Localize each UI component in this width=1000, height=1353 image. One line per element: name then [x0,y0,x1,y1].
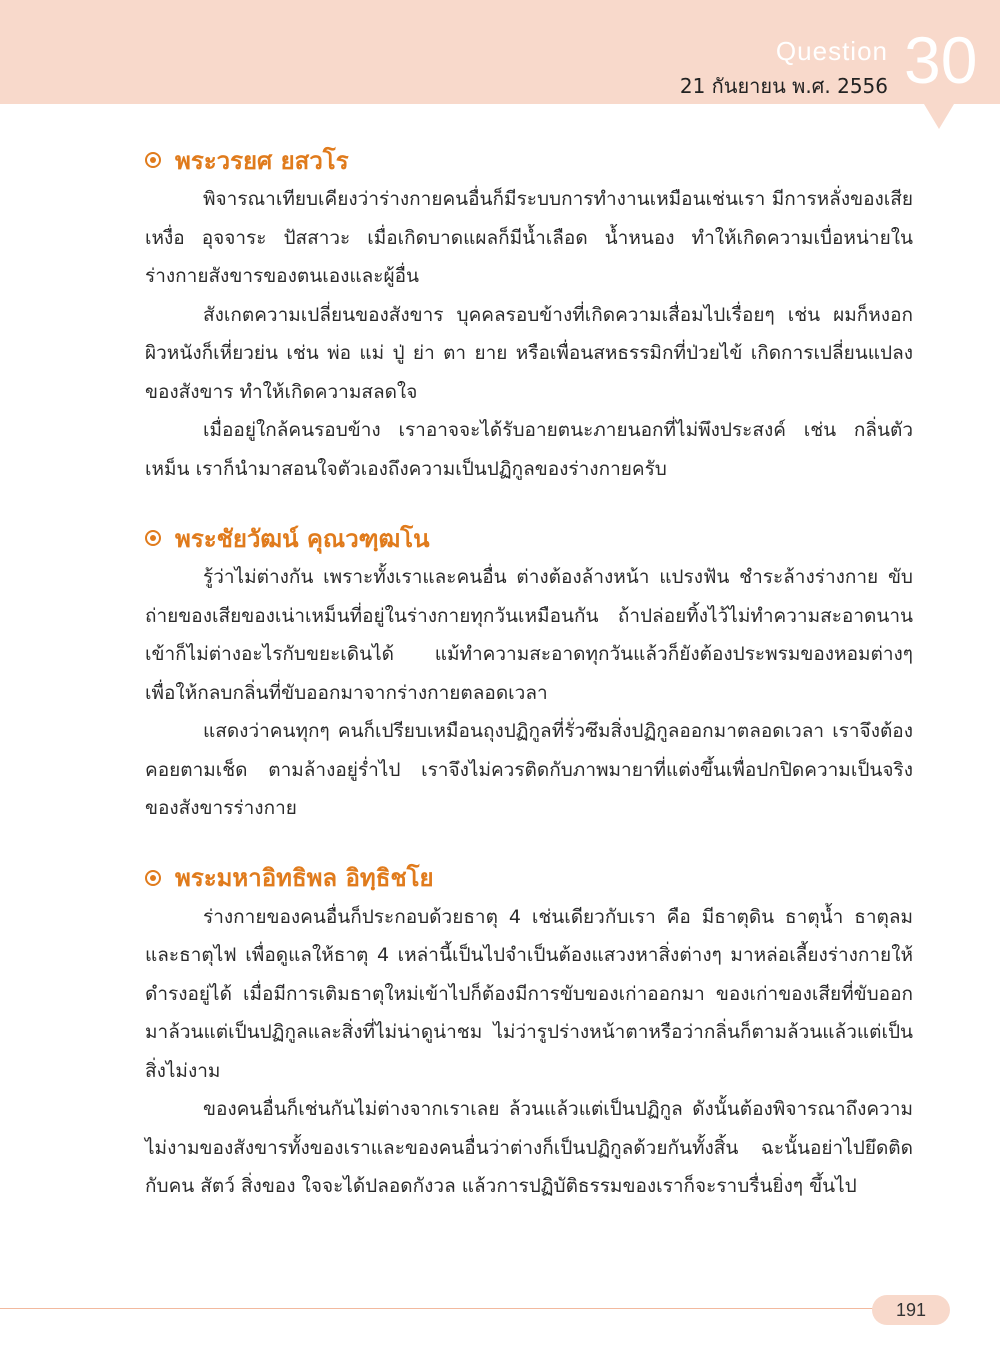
header-date: 21 กันยายน พ.ศ. 2556 [679,74,888,98]
page-content [145,140,913,1236]
paragraph: ของคนอื่นก็เช่นกันไม่ต่างจากเราเลย ล้วนแล้วแต่เป็นปฏิกูล ดังนั้นต้องพิจารณาถึงความไม่งามของสังขารทั้งของเราและของคนอื่นว่าต่างก็เป็นปฏิกูลด้วยกันทั้งสิ้น ฉะนั้นอย่าไปยึดติดกับคน สัตว์ สิ่งของ ใจจะได้ปลอดกังวล แล้วการปฏิบัติธรรมของเราก็จะราบรื่นยิ่งๆ ขึ้นไป [145,1098,913,1197]
section-heading [145,518,913,558]
question-label: Question [775,36,888,66]
bullet-circle-icon [145,152,161,168]
bullet-circle-icon [145,870,161,886]
section-heading-text: พระวรยศ ยสวโร [175,146,349,175]
page-number: 191 [872,1295,950,1325]
bullet-circle-icon [145,530,161,546]
paragraph: สังเกตความเปลี่ยนของสังขาร บุคคลรอบข้างที่เกิดความเสื่อมไปเรื่อยๆ เช่น ผมก็หงอก ผิวหนังก็เหี่ยวย่น เช่น พ่อ แม่ ปู่ ย่า ตา ยาย หรือเพื่อนสหธรรมิกที่ป่วยไข้ เกิดการเปลี่ยนแปลงของสังขาร ทำให้เกิดความสลดใจ [145,303,913,403]
section-3 [145,858,913,1206]
question-number: 30 [904,23,978,97]
paragraph: เมื่ออยู่ใกล้คนรอบข้าง เราอาจจะได้รับอายตนะภายนอกที่ไม่พึงประสงค์ เช่น กลิ่นตัวเหม็น เราก็นำมาสอนใจตัวเองถึงความเป็นปฏิกูลของร่างกายครับ [145,419,913,480]
section-heading [145,140,913,180]
paragraph: ร่างกายของคนอื่นก็ประกอบด้วยธาตุ 4 เช่นเดียวกับเรา คือ มีธาตุดิน ธาตุน้ำ ธาตุลมและธาตุไฟ เพื่อดูแลให้ธาตุ 4 เหล่านี้เป็นไปจำเป็นต้องแสวงหาสิ่งต่างๆ มาหล่อเลี้ยงร่างกายให้ดำรงอยู่ได้ เมื่อมีการเติมธาตุใหม่เข้าไปก็ต้องมีการขับของเก่าออกมา ของเก่าของเสียที่ขับออกมาล้วนแต่เป็นปฏิกูลและสิ่งที่ไม่น่าดูน่าชม ไม่ว่ารูปร่างหน้าตาหรือว่ากลิ่นก็ตามล้วนแล้วแต่เป็นสิ่งไม่งาม [145,905,913,1082]
paragraph: รู้ว่าไม่ต่างกัน เพราะทั้งเราและคนอื่น ต่างต้องล้างหน้า แปรงฟัน ชำระล้างร่างกาย ขับถ่ายของเสียของเน่าเหม็นที่อยู่ในร่างกายทุกวันเหมือนกัน ถ้าปล่อยทิ้งไว้ไม่ทำความสะอาดนานเข้าก็ไม่ต่างอะไรกับขยะเดินได้ แม้ทำความสะอาดทุกวันแล้วก็ยังต้องประพรมของหอมต่างๆ เพื่อให้กลบกลิ่นที่ขับออกมาจากร่างกายตลอดเวลา [145,566,913,704]
header-pointer-shape [924,104,954,129]
section-heading-text: พระชัยวัฒน์ คุณวฑฺฒโน [175,524,430,553]
section-heading-text: พระมหาอิทธิพล อิทฺธิชโย [175,864,434,892]
paragraph: พิจารณาเทียบเคียงว่าร่างกายคนอื่นก็มีระบบการทำงานเหมือนเช่นเรา มีการหลั่งของเสีย เหงื่อ อุจจาระ ปัสสาวะ เมื่อเกิดบาดแผลก็มีน้ำเลือด น้ำหนอง ทำให้เกิดความเบื่อหน่ายในร่างกายสังขารของตนเองและผู้อื่น [145,188,913,287]
section-2 [145,518,913,828]
section-heading [145,858,913,898]
paragraph: แสดงว่าคนทุกๆ คนก็เปรียบเหมือนถุงปฏิกูลที่รั่วซึมสิ่งปฏิกูลออกมาตลอดเวลา เราจึงต้องคอยตามเช็ด ตามล้างอยู่ร่ำไป เราจึงไม่ควรติดกับภาพมายาที่แต่งขึ้นเพื่อปกปิดความเป็นจริงของสังขารร่างกาย [145,720,913,819]
section-1 [145,140,913,488]
footer-divider [0,1308,880,1309]
